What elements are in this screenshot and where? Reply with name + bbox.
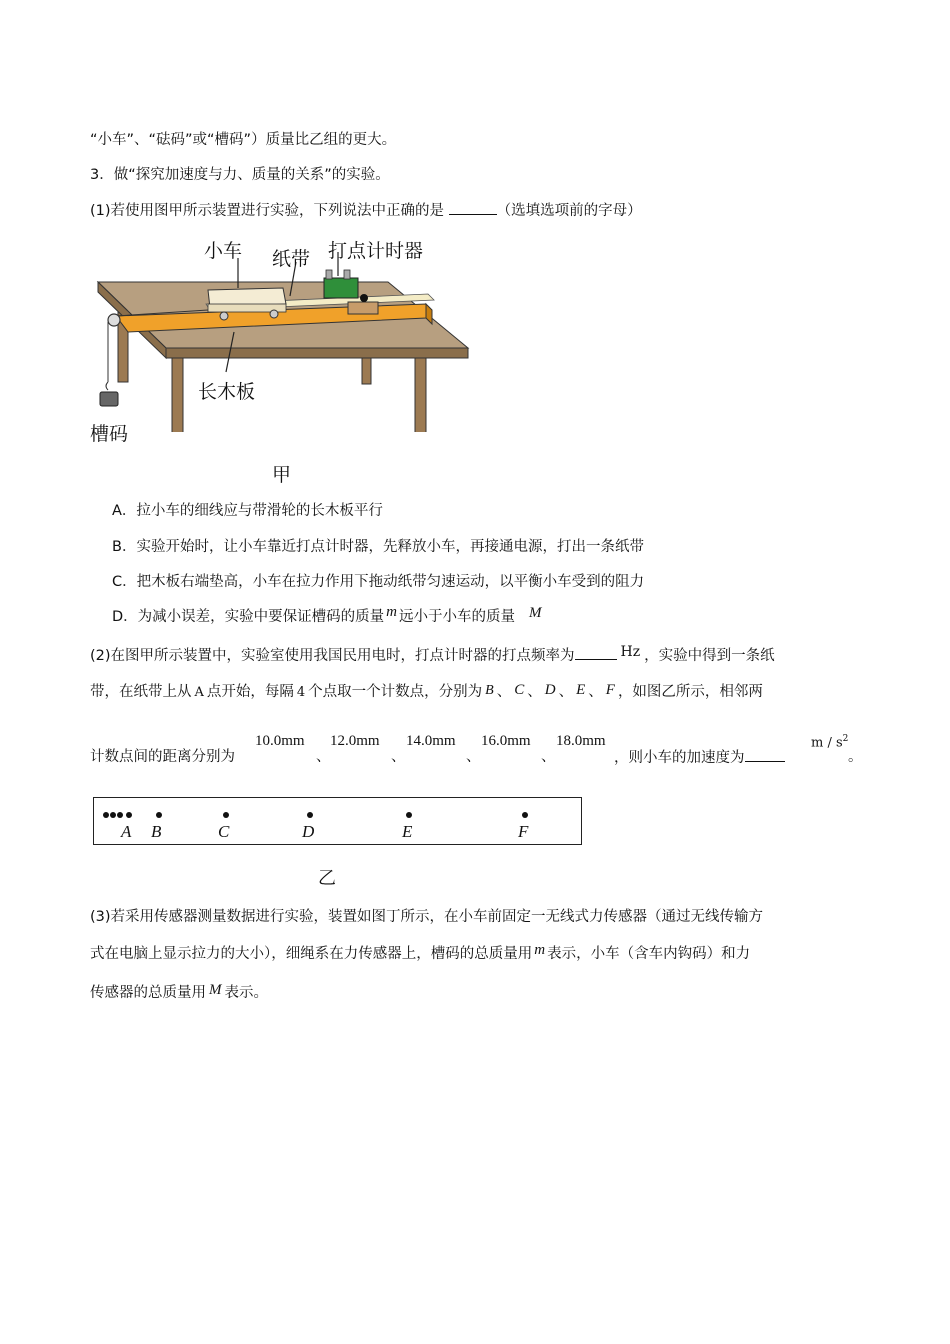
label-car: 小车 [204,240,243,262]
unit-acceleration [811,734,848,750]
question-3-3-line1: (3)若采用传感器测量数据进行实验，装置如图丁所示，在小车前固定一无线式力传感器（通过无线传输方 [90,909,764,925]
table-top-front [166,348,468,358]
point-C-text: C [514,682,525,698]
dot [103,812,109,818]
cart-wheel-2 [270,310,278,318]
q3-3-text-b1: 式在电脑上显示拉力的大小），细绳系在力传感器上，槽码的总质量用 [90,946,533,962]
timer-base [348,302,378,314]
point-B-text: B [485,683,494,698]
label-D: D [302,822,315,841]
q3-1-hint: （选填选项前的字母） [496,203,642,219]
q3-2-text-e: 个点取一个计数点，分别为 [308,684,483,700]
dot-C [223,812,229,818]
sep-2: 、 [391,749,406,765]
sep: 、 [496,684,512,700]
label-C: C [218,822,230,841]
question-3-title: 3．做“探究加速度与力、质量的关系”的实验。 [90,167,390,183]
dot-A [126,812,132,818]
prev-question-tail: “小车”、“砝码”或“槽码”）质量比乙组的更大。 [90,132,397,148]
option-c: C．把木板右端垫高，小车在拉力作用下拖动纸带匀速运动，以平衡小车受到的阻力 [112,574,645,590]
option-d-text: D．为减小误差，实验中要保证槽码的质量 [112,609,385,625]
q3-3-text-c1: 传感器的总质量用 [90,985,206,1001]
symbol-m: m [386,604,398,620]
unit-acceleration-base: m / s [811,735,843,751]
q3-2-text-c: 带，在纸带上从 [90,684,192,700]
timer-post-1 [326,270,332,279]
dot-D [307,812,313,818]
interval-count: 4 [296,685,306,700]
dot-E [406,812,412,818]
label-F: F [518,822,529,841]
figure-yi-caption: 乙 [318,868,336,889]
question-3-2-line3: 计数点间的距离分别为 [90,749,235,765]
weight-block [100,392,118,406]
timer-needle [360,294,368,302]
answer-blank-frequency[interactable] [575,645,617,660]
measurement-5: 18.0mm [556,733,606,749]
sep-3: 、 [466,749,481,765]
cart-wheel-1 [220,312,228,320]
timer-post-2 [344,270,350,279]
question-3-2-line1 [90,645,775,666]
question-3-3-line3 [90,983,268,1003]
point-A-text: A [194,685,204,700]
point-E-text: E [576,682,586,698]
symbol-m-2: m [534,942,546,958]
measurement-1: 10.0mm [255,733,305,749]
q3-2-text-b: ，实验中得到一条纸 [644,648,775,664]
label-timer: 打点计时器 [328,240,424,262]
sep-1: 、 [316,749,331,765]
q3-2-text-f: ，如图乙所示，相邻两 [617,684,763,700]
dot-B [156,812,162,818]
label-A: A [121,822,132,841]
measurement-3: 14.0mm [406,733,456,749]
table-leg-front-left [172,358,183,432]
option-d-text-2: 远小于小车的质量 [399,609,516,625]
label-weight: 槽码 [90,423,129,445]
period: 。 [848,749,863,765]
sep: 、 [558,684,574,700]
q3-3-text-c2: 表示。 [224,985,268,1001]
q3-2-text-a: (2)在图甲所示装置中，实验室使用我国民用电时，打点计时器的打点频率为 [90,648,575,664]
figure-jia-caption: 甲 [272,464,292,486]
question-3-2-line2 [90,682,763,703]
answer-blank-1[interactable] [449,200,497,215]
dot [117,812,123,818]
pulley [108,314,120,326]
q3-2-text-h: ，则小车的加速度为 [614,750,745,766]
label-long-board: 长木板 [198,381,256,403]
point-F-text: F [605,682,615,698]
table-leg-front-right [415,358,426,432]
q3-1-text: (1)若使用图甲所示装置进行实验，下列说法中正确的是 [90,203,449,219]
timer-body [324,278,358,298]
unit-acceleration-exp: 2 [842,734,849,744]
sep-4: 、 [541,749,556,765]
q3-3-text-b2: 表示，小车（含车内钩码）和力 [547,946,751,962]
option-d [112,604,542,627]
label-E: E [402,822,413,841]
dot [110,812,116,818]
dot-F [522,812,528,818]
symbol-M-2: M [209,982,222,998]
measurement-2: 12.0mm [330,733,380,749]
label-paper-tape: 纸带 [272,248,311,270]
answer-blank-acceleration[interactable] [745,747,785,762]
option-a: A．拉小车的细线应与带滑轮的长木板平行 [112,503,383,519]
paper-tape-figure [93,797,582,845]
label-B: B [151,822,162,841]
question-3-3-line2 [90,944,750,964]
measurement-4: 16.0mm [481,733,531,749]
q3-2-text-d: 点开始，每隔 [206,684,294,700]
sep: 、 [527,684,542,700]
weight-hook [106,382,108,390]
question-3-1 [90,200,642,221]
unit-hz: Hz [620,644,641,660]
point-D-text: D [544,682,556,698]
question-3-2-line3-end [614,747,785,768]
sep: 、 [588,684,603,700]
symbol-M: M [529,605,542,621]
option-b: B．实验开始时，让小车靠近打点计时器，先释放小车，再接通电源，打出一条纸带 [112,539,644,555]
